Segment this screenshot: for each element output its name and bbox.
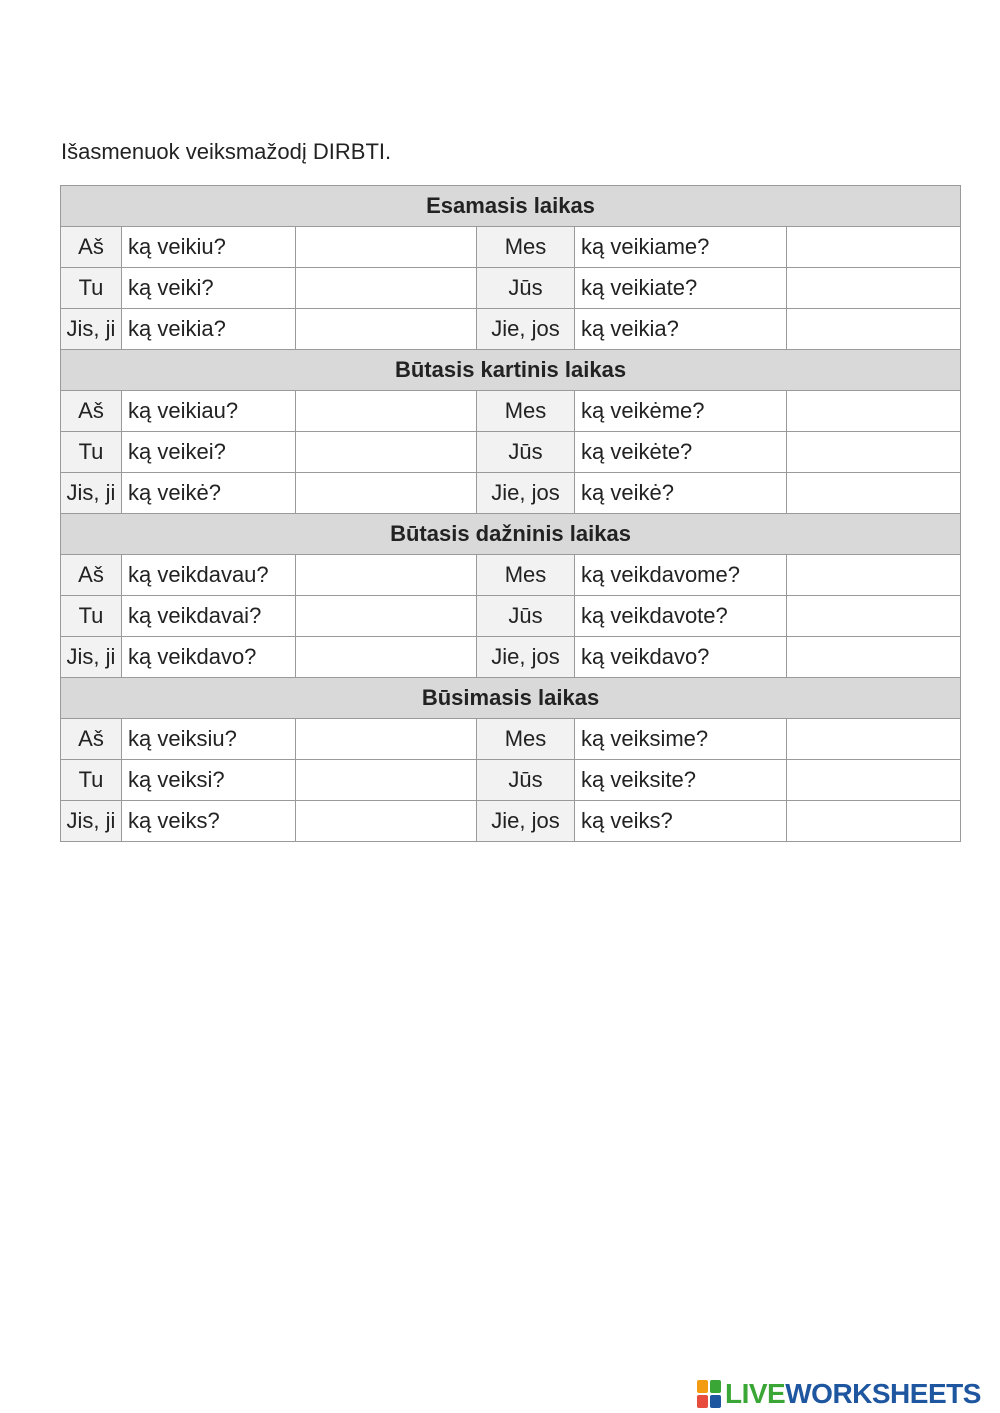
question-cell: ką veikei? (122, 432, 296, 473)
answer-input[interactable] (787, 555, 960, 595)
question-cell: ką veikdavote? (575, 596, 787, 637)
logo-square (710, 1395, 721, 1408)
table-row (61, 227, 961, 268)
pronoun-cell: Mes (477, 719, 575, 760)
question-cell: ką veikėme? (575, 391, 787, 432)
pronoun-cell: Jis, ji (61, 309, 122, 350)
pronoun-cell: Tu (61, 268, 122, 309)
question-cell: ką veiks? (122, 801, 296, 842)
section-header-row (61, 186, 961, 227)
answer-cell[interactable] (787, 719, 961, 760)
section-title: Būsimasis laikas (61, 678, 961, 719)
question-cell: ką veiksiu? (122, 719, 296, 760)
logo-text-live: LIVE (725, 1378, 786, 1409)
answer-cell[interactable] (787, 391, 961, 432)
section-header-row (61, 514, 961, 555)
logo-square (710, 1380, 721, 1393)
answer-cell[interactable] (296, 637, 477, 678)
answer-input[interactable] (296, 268, 476, 308)
question-cell: ką veikdavo? (122, 637, 296, 678)
question-cell: ką veiksime? (575, 719, 787, 760)
table-row (61, 555, 961, 596)
answer-cell[interactable] (787, 555, 961, 596)
logo-square (697, 1395, 708, 1408)
answer-input[interactable] (296, 227, 476, 267)
answer-cell[interactable] (787, 801, 961, 842)
question-cell: ką veikė? (575, 473, 787, 514)
pronoun-cell: Jis, ji (61, 473, 122, 514)
answer-input[interactable] (787, 227, 960, 267)
pronoun-cell: Aš (61, 227, 122, 268)
conjugation-table (60, 185, 961, 842)
answer-cell[interactable] (296, 596, 477, 637)
question-cell: ką veikiame? (575, 227, 787, 268)
answer-input[interactable] (296, 309, 476, 349)
pronoun-cell: Jie, jos (477, 473, 575, 514)
table-row (61, 760, 961, 801)
pronoun-cell: Jis, ji (61, 801, 122, 842)
liveworksheets-logo-icon (697, 1380, 721, 1408)
question-cell: ką veikdavai? (122, 596, 296, 637)
answer-cell[interactable] (787, 227, 961, 268)
question-cell: ką veiks? (575, 801, 787, 842)
answer-input[interactable] (787, 473, 960, 513)
answer-cell[interactable] (787, 268, 961, 309)
pronoun-cell: Tu (61, 760, 122, 801)
answer-input[interactable] (787, 801, 960, 841)
answer-cell[interactable] (296, 432, 477, 473)
table-row (61, 719, 961, 760)
answer-input[interactable] (296, 637, 476, 677)
question-cell: ką veikėte? (575, 432, 787, 473)
answer-input[interactable] (296, 760, 476, 800)
section-title: Būtasis kartinis laikas (61, 350, 961, 391)
table-row (61, 637, 961, 678)
answer-input[interactable] (296, 801, 476, 841)
answer-input[interactable] (296, 596, 476, 636)
answer-cell[interactable] (296, 227, 477, 268)
pronoun-cell: Aš (61, 555, 122, 596)
answer-input[interactable] (787, 391, 960, 431)
pronoun-cell: Jūs (477, 432, 575, 473)
liveworksheets-logo (697, 1378, 981, 1410)
logo-text-worksheets: WORKSHEETS (785, 1378, 981, 1409)
answer-input[interactable] (296, 719, 476, 759)
answer-cell[interactable] (296, 473, 477, 514)
answer-input[interactable] (787, 719, 960, 759)
pronoun-cell: Jūs (477, 268, 575, 309)
question-cell: ką veikiate? (575, 268, 787, 309)
answer-cell[interactable] (787, 309, 961, 350)
logo-square (697, 1380, 708, 1393)
instruction-text: Išasmenuok veiksmažodį DIRBTI. (61, 139, 392, 164)
section-header-row (61, 678, 961, 719)
pronoun-cell: Tu (61, 596, 122, 637)
answer-cell[interactable] (787, 473, 961, 514)
pronoun-cell: Jie, jos (477, 309, 575, 350)
pronoun-cell: Jis, ji (61, 637, 122, 678)
table-row (61, 801, 961, 842)
question-cell: ką veikiu? (122, 227, 296, 268)
answer-input[interactable] (296, 555, 476, 595)
question-cell: ką veikdavau? (122, 555, 296, 596)
answer-cell[interactable] (787, 637, 961, 678)
answer-cell[interactable] (296, 801, 477, 842)
section-title: Būtasis dažninis laikas (61, 514, 961, 555)
answer-cell[interactable] (296, 309, 477, 350)
pronoun-cell: Mes (477, 391, 575, 432)
question-cell: ką veikė? (122, 473, 296, 514)
question-cell: ką veiksite? (575, 760, 787, 801)
pronoun-cell: Mes (477, 555, 575, 596)
question-cell: ką veikiau? (122, 391, 296, 432)
pronoun-cell: Aš (61, 719, 122, 760)
answer-cell[interactable] (296, 268, 477, 309)
table-row (61, 268, 961, 309)
answer-input[interactable] (296, 432, 476, 472)
answer-input[interactable] (787, 432, 960, 472)
question-cell: ką veikia? (575, 309, 787, 350)
answer-input[interactable] (296, 391, 476, 431)
logo-text (725, 1378, 981, 1410)
pronoun-cell: Jūs (477, 760, 575, 801)
question-cell: ką veikia? (122, 309, 296, 350)
pronoun-cell: Aš (61, 391, 122, 432)
answer-cell[interactable] (296, 760, 477, 801)
answer-input[interactable] (787, 760, 960, 800)
answer-cell[interactable] (296, 555, 477, 596)
question-cell: ką veiksi? (122, 760, 296, 801)
question-cell: ką veikdavome? (575, 555, 787, 596)
pronoun-cell: Jūs (477, 596, 575, 637)
answer-cell[interactable] (296, 391, 477, 432)
table-row (61, 432, 961, 473)
table-row (61, 309, 961, 350)
table-row (61, 473, 961, 514)
answer-cell[interactable] (787, 760, 961, 801)
table-row (61, 391, 961, 432)
pronoun-cell: Jie, jos (477, 637, 575, 678)
answer-input[interactable] (787, 596, 960, 636)
table-row (61, 596, 961, 637)
pronoun-cell: Mes (477, 227, 575, 268)
answer-input[interactable] (787, 637, 960, 677)
pronoun-cell: Jie, jos (477, 801, 575, 842)
question-cell: ką veikdavo? (575, 637, 787, 678)
answer-cell[interactable] (787, 432, 961, 473)
pronoun-cell: Tu (61, 432, 122, 473)
section-header-row (61, 350, 961, 391)
answer-input[interactable] (296, 473, 476, 513)
answer-input[interactable] (787, 268, 960, 308)
section-title: Esamasis laikas (61, 186, 961, 227)
answer-input[interactable] (787, 309, 960, 349)
question-cell: ką veiki? (122, 268, 296, 309)
answer-cell[interactable] (296, 719, 477, 760)
answer-cell[interactable] (787, 596, 961, 637)
